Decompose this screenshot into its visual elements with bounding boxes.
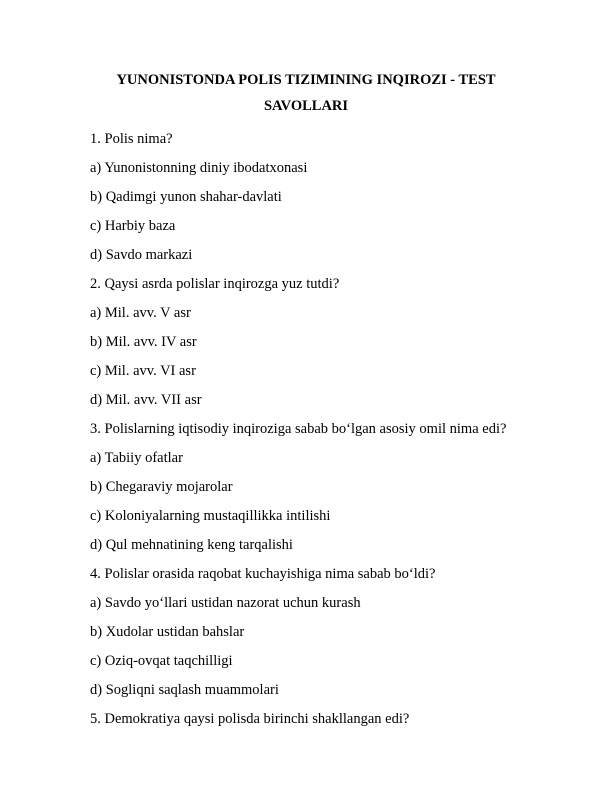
question-1: 1. Polis nima? xyxy=(90,131,173,147)
question-3: 3. Polislarning iqtisodiy inqiroziga sabab bo‘lgan asosiy omil nima edi? xyxy=(90,421,507,437)
question-3-option-c: c) Koloniyalarning mustaqillikka intilishi xyxy=(90,508,331,524)
question-4-option-a: a) Savdo yo‘llari ustidan nazorat uchun kurash xyxy=(90,595,361,611)
question-1-option-b: b) Qadimgi yunon shahar-davlati xyxy=(90,189,282,205)
question-4-option-b: b) Xudolar ustidan bahslar xyxy=(90,624,245,640)
question-5: 5. Demokratiya qaysi polisda birinchi shakllangan edi? xyxy=(90,711,410,727)
document-title-line-1: YUNONISTONDA POLIS TIZIMINING INQIROZI - TEST xyxy=(116,72,496,88)
question-2: 2. Qaysi asrda polislar inqirozga yuz tutdi? xyxy=(90,276,340,292)
question-2-option-c: c) Mil. avv. VI asr xyxy=(90,363,196,379)
question-3-option-a: a) Tabiiy ofatlar xyxy=(90,450,183,466)
question-4-option-c: c) Oziq-ovqat taqchilligi xyxy=(90,653,233,669)
question-4-option-d: d) Sogliqni saqlash muammolari xyxy=(90,682,279,698)
question-2-option-d: d) Mil. avv. VII asr xyxy=(90,392,202,408)
document-title-line-2: SAVOLLARI xyxy=(263,98,349,114)
question-3-option-d: d) Qul mehnatining keng tarqalishi xyxy=(90,537,293,553)
question-2-option-b: b) Mil. avv. IV asr xyxy=(90,334,197,350)
question-3-option-b: b) Chegaraviy mojarolar xyxy=(90,479,233,495)
question-2-option-a: a) Mil. avv. V asr xyxy=(90,305,191,321)
question-1-option-d: d) Savdo markazi xyxy=(90,247,193,263)
question-1-option-a: a) Yunonistonning diniy ibodatxonasi xyxy=(90,160,308,176)
question-4: 4. Polislar orasida raqobat kuchayishiga nima sabab bo‘ldi? xyxy=(90,566,436,582)
question-1-option-c: c) Harbiy baza xyxy=(90,218,176,234)
